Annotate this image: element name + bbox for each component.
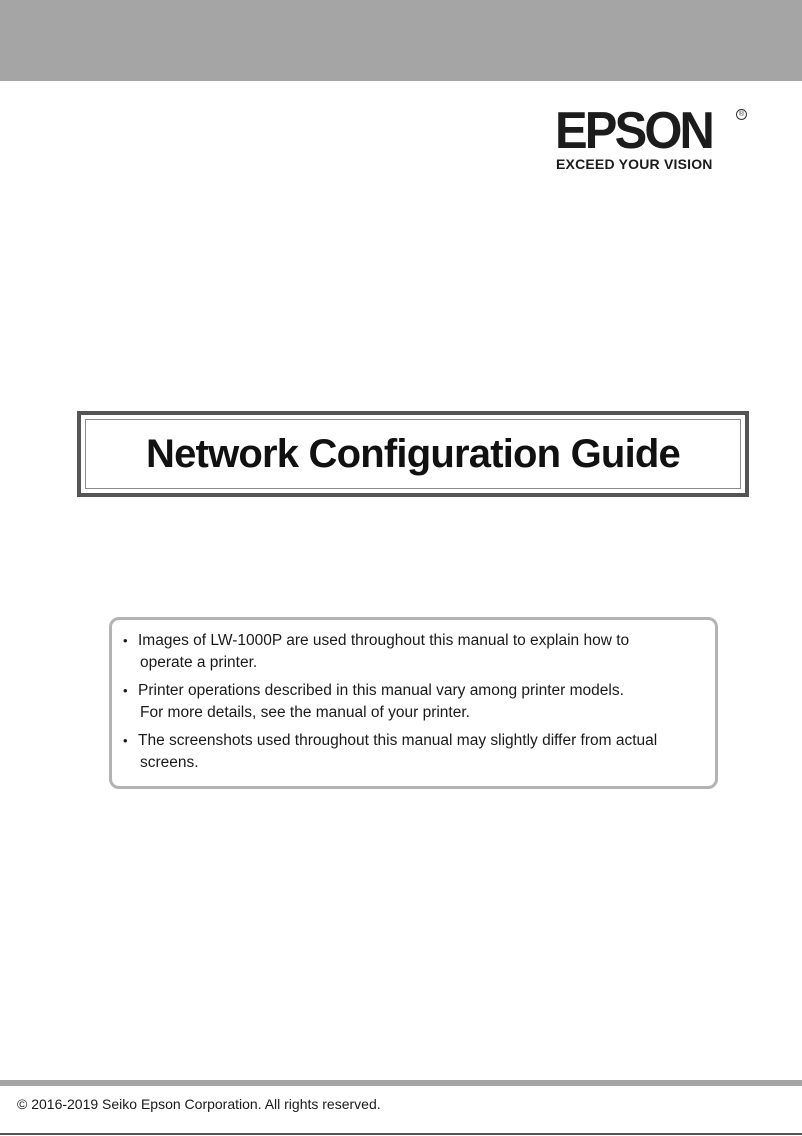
header-band [0, 0, 802, 81]
logo-wordmark: EPSON [555, 102, 713, 160]
note-line: operate a printer. [140, 654, 258, 671]
logo-tagline: EXCEED YOUR VISION [556, 156, 713, 172]
note-line: Printer operations described in this manual vary among printer models. [138, 682, 624, 699]
title-inner-border [85, 419, 741, 489]
note-item [122, 680, 705, 724]
page-bottom-line [0, 1133, 802, 1135]
note-line: The screenshots used throughout this manual may slightly differ from actual [138, 732, 658, 749]
note-item [122, 730, 705, 774]
epson-logo [555, 104, 750, 174]
footer-rule [0, 1080, 802, 1086]
notes-list [122, 630, 705, 780]
copyright-notice: © 2016-2019 Seiko Epson Corporation. All rights reserved. [17, 1096, 381, 1112]
document-title: Network Configuration Guide [146, 431, 680, 476]
note-item [122, 630, 705, 674]
notes-box [109, 617, 718, 789]
note-line: For more details, see the manual of your printer. [140, 704, 470, 721]
title-frame [77, 411, 749, 497]
registered-mark: ® [736, 109, 747, 120]
bullet-icon: • [123, 633, 128, 648]
bullet-icon: • [123, 683, 128, 698]
note-line: screens. [140, 754, 199, 771]
bullet-icon: • [123, 733, 128, 748]
note-line: Images of LW-1000P are used throughout this manual to explain how to [138, 632, 630, 649]
